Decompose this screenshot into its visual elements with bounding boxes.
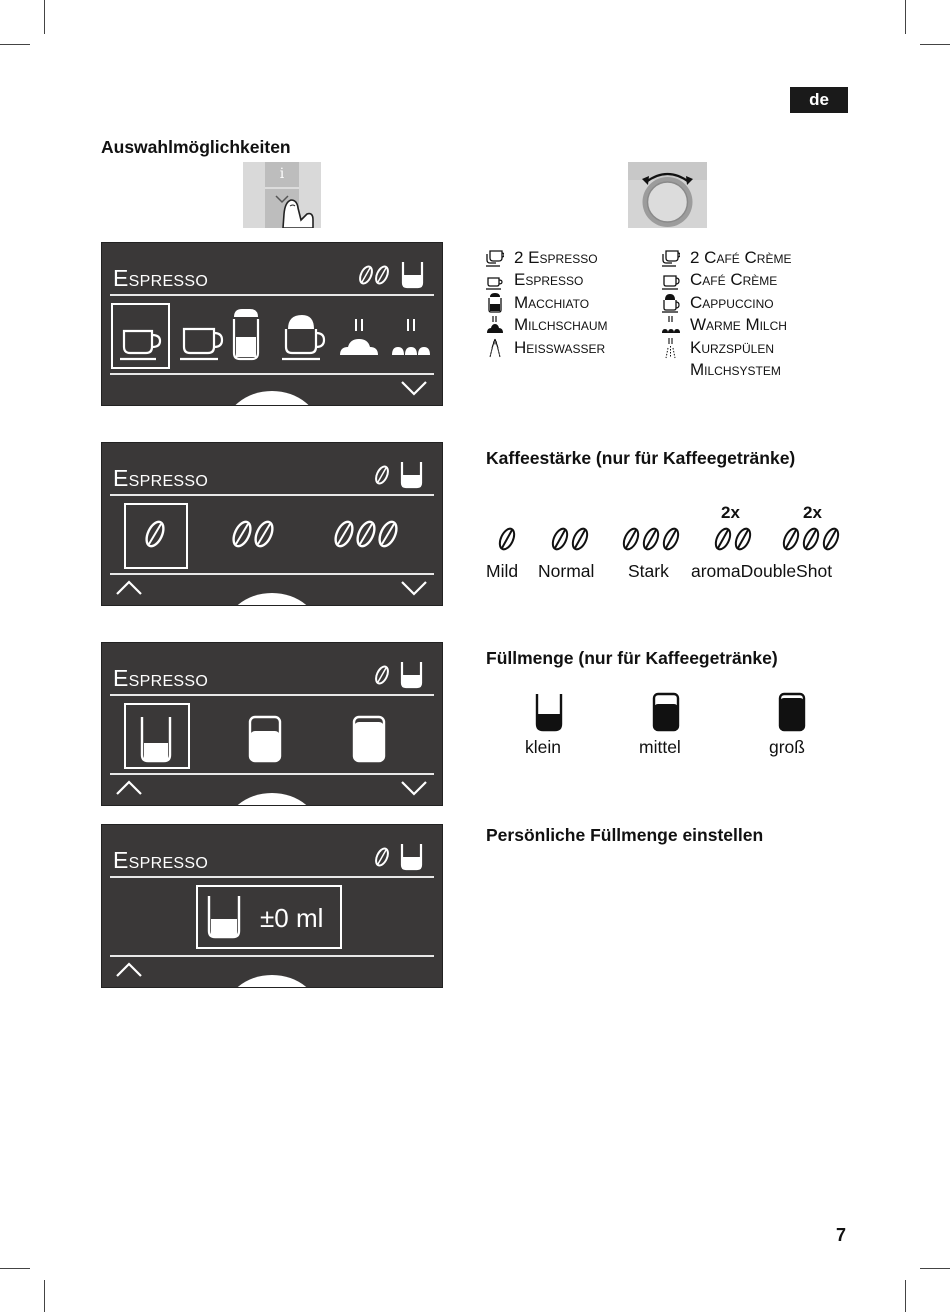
glass-icon — [403, 262, 422, 287]
bean-icon — [713, 526, 733, 551]
language-badge: de — [790, 87, 848, 113]
crop-mark — [905, 1280, 906, 1312]
menu-item-label: Milchsystem — [690, 359, 781, 379]
display-personal-fill — [101, 824, 443, 988]
display-bump — [224, 975, 320, 988]
glass-small-icon — [537, 694, 561, 730]
strength-label: Stark — [628, 561, 669, 581]
bean-icon — [374, 665, 391, 686]
divider — [110, 373, 434, 375]
display-bump — [224, 593, 320, 606]
menu-item — [662, 247, 842, 269]
divider — [110, 694, 434, 696]
menu-item-label: 2 Espresso — [514, 248, 598, 267]
fill-glasses — [530, 692, 830, 732]
menu-item — [486, 269, 656, 291]
glass-icon — [402, 462, 421, 487]
strength-label: Normal — [538, 561, 595, 581]
bean-icon — [230, 519, 254, 548]
glass-small-icon — [206, 893, 242, 941]
crop-mark — [0, 1268, 30, 1269]
tall-glass-foam-icon — [234, 309, 258, 359]
cup-icon — [662, 272, 690, 290]
display-title: Espresso — [113, 265, 209, 291]
status-icons — [357, 259, 427, 293]
menu-item — [486, 314, 656, 336]
chevron-up-icon[interactable] — [115, 779, 143, 797]
bean-icon — [801, 526, 821, 551]
menu-item — [662, 337, 842, 359]
double-cup-icon — [486, 249, 514, 267]
info-key-label: i — [279, 166, 285, 182]
bean-icon — [358, 265, 375, 286]
display-bump — [224, 391, 320, 406]
menu-item-label: Macchiato — [514, 292, 590, 312]
fill-size-label: groß — [769, 737, 805, 757]
display-title: Espresso — [113, 665, 209, 691]
status-icons — [372, 841, 428, 875]
status-icons — [372, 659, 428, 693]
fill-title: Füllmenge (nur für Kaffeegetränke) — [486, 648, 778, 668]
page-number: 7 — [836, 1225, 847, 1245]
display-title: Espresso — [113, 847, 209, 873]
crop-mark — [44, 0, 45, 34]
divider — [110, 573, 434, 575]
chevron-up-icon[interactable] — [115, 961, 143, 979]
display-title: Espresso — [113, 465, 209, 491]
bean-icon — [497, 526, 517, 551]
menu-item — [662, 292, 842, 314]
chevron-down-icon[interactable] — [400, 779, 428, 797]
strength-title: Kaffeestärke (nur für Kaffeegetränke) — [486, 448, 796, 468]
menu-item — [662, 314, 842, 336]
menu-item-label: Heisswasser — [514, 337, 606, 357]
divider — [110, 294, 434, 296]
divider — [110, 773, 434, 775]
menu-item-label: Kurzspülen — [690, 337, 775, 357]
crop-mark — [920, 44, 950, 45]
cup-icon — [120, 331, 160, 359]
menu-item-label: Warme Milch — [690, 315, 787, 335]
glass-icon — [402, 844, 421, 869]
display-fill-selection — [101, 642, 443, 806]
strength-label: Mild — [486, 561, 519, 581]
bean-icon — [821, 526, 841, 551]
glass-large-icon — [780, 694, 804, 730]
glass-medium-icon — [250, 717, 280, 761]
cup-icon — [180, 329, 222, 359]
display-drink-selection — [101, 242, 443, 406]
warm-milk-icon — [662, 315, 690, 335]
bean-icon — [733, 526, 753, 551]
display-strength-selection — [101, 442, 443, 606]
menu-item — [486, 247, 656, 269]
personal-fill-title: Persönliche Füllmenge einstellen — [486, 825, 764, 845]
menu-item-label: Cappuccino — [690, 292, 774, 312]
bean-icon — [252, 519, 276, 548]
chevron-down-icon[interactable] — [400, 579, 428, 597]
bean-icon — [374, 265, 391, 286]
bean-icon — [376, 519, 400, 548]
rotary-knob-illustration — [628, 162, 707, 228]
bean-icon — [661, 526, 681, 551]
bean-icon — [641, 526, 661, 551]
menu-item-label: 2 Café Crème — [690, 248, 792, 267]
menu-item-label: Espresso — [514, 270, 584, 290]
bean-icon — [550, 526, 570, 551]
strength-beans — [486, 522, 846, 556]
glass-icon — [402, 662, 421, 687]
bean-icon — [570, 526, 590, 551]
bean-icon — [374, 465, 391, 486]
menu-item — [486, 292, 656, 314]
multiplier-label: 2x — [803, 503, 822, 522]
glass-small-icon — [142, 717, 170, 761]
menu-item — [662, 269, 842, 291]
divider — [110, 876, 434, 878]
chevron-down-icon[interactable] — [400, 379, 428, 397]
cup-icon — [486, 272, 514, 290]
bean-icon — [374, 847, 391, 868]
menu-list-left — [486, 247, 656, 359]
cup-foam-icon — [662, 293, 690, 313]
crop-mark — [44, 1280, 45, 1312]
cup-foam-icon — [282, 315, 324, 359]
glass-large-icon — [354, 717, 384, 761]
info-button-illustration — [243, 162, 321, 228]
milk-foam-icon — [486, 315, 514, 335]
strength-label: aromaDoubleShot — [691, 561, 833, 581]
display-bump — [224, 793, 320, 806]
rinse-icon — [662, 337, 690, 359]
bean-icon — [781, 526, 801, 551]
menu-item-label: Milchschaum — [514, 315, 608, 335]
status-icons — [372, 459, 428, 493]
divider — [110, 494, 434, 496]
crop-mark — [0, 44, 30, 45]
menu-list-right — [662, 247, 842, 381]
bean-icon — [332, 519, 356, 548]
menu-item-label: Café Crème — [690, 270, 778, 290]
bean-icon — [621, 526, 641, 551]
warm-milk-icon — [392, 319, 430, 355]
crop-mark — [920, 1268, 950, 1269]
section-title-options: Auswahlmöglichkeiten — [101, 137, 291, 157]
divider — [110, 955, 434, 957]
milk-foam-icon — [340, 319, 378, 355]
multiplier-label: 2x — [721, 503, 740, 522]
fill-size-label: klein — [525, 737, 561, 757]
glass-medium-icon — [654, 694, 678, 730]
fill-size-label: mittel — [639, 737, 681, 757]
tall-glass-foam-icon — [486, 293, 514, 313]
double-cup-icon — [662, 249, 690, 267]
fill-amount-value: ±0 ml — [260, 903, 324, 933]
menu-item — [662, 359, 842, 381]
hot-water-icon — [486, 338, 514, 358]
bean-icon — [354, 519, 378, 548]
crop-mark — [905, 0, 906, 34]
chevron-up-icon[interactable] — [115, 579, 143, 597]
menu-item — [486, 337, 656, 359]
bean-icon — [143, 519, 167, 548]
